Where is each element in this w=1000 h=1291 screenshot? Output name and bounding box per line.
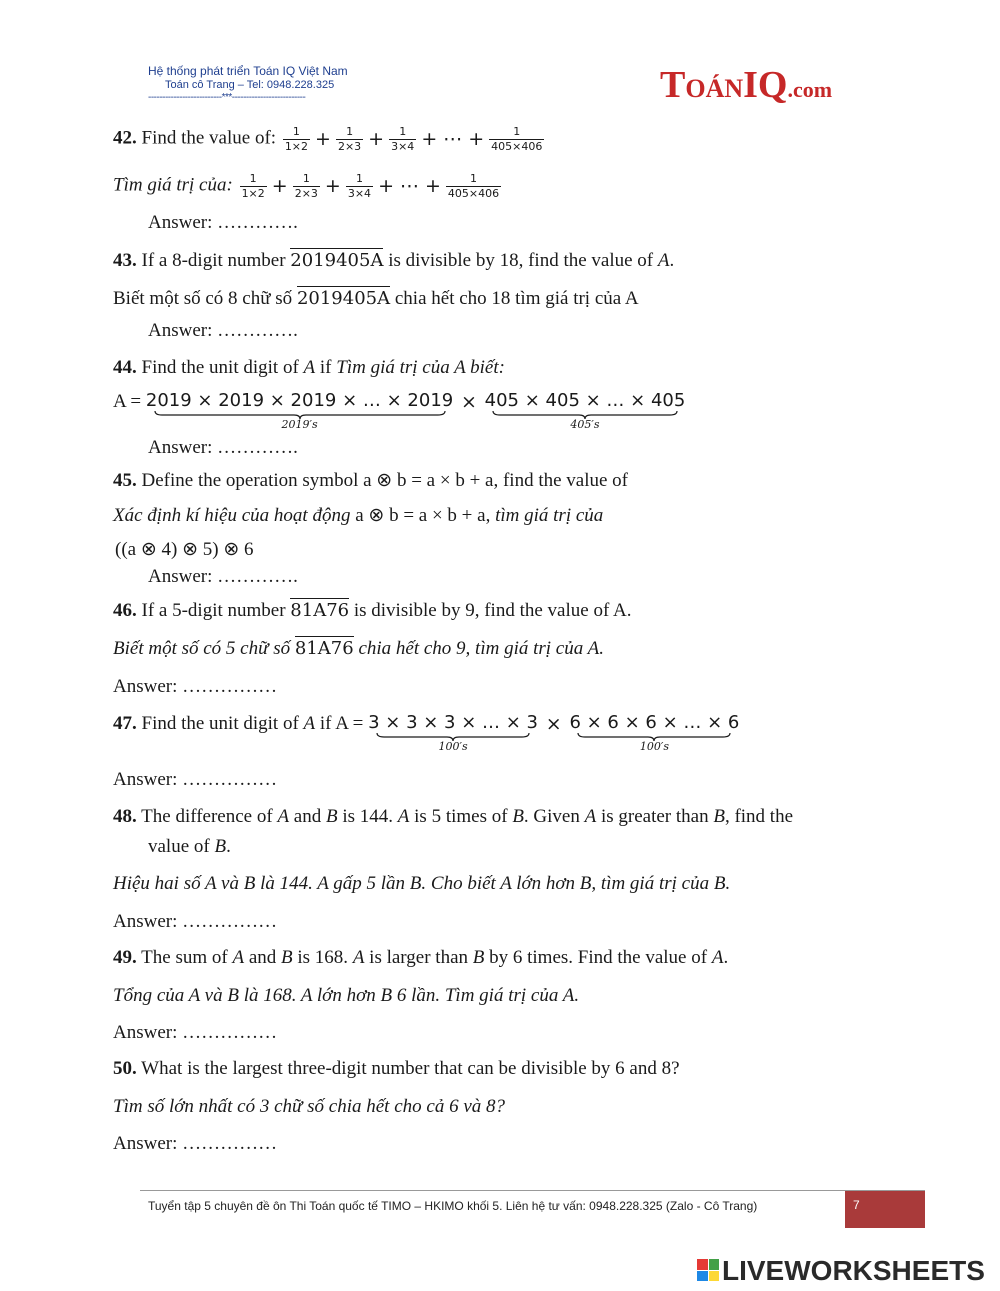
fraction: $\frac{1}{1\times 2}$ [284, 125, 309, 153]
q46-answer-field[interactable]: Answer: …………… [113, 676, 278, 697]
header-contact: Toán cô Trang – Tel: 0948.228.325 [165, 79, 335, 91]
q42-vietnamese: Tìm giá trị của: $\frac{1}{1\times 2}$ + $\frac{1}{2\times 3}$ + $\frac{1}{3\times 4}$ + ⋯ + $\frac{1}{405\times 406}$ [113, 172, 500, 200]
toan-iq-logo: TOÁNIQ.com [660, 64, 833, 106]
liveworksheets-watermark: LIVEWORKSHEETS [722, 1255, 985, 1286]
fraction: $\frac{1}{2\times 3}$ [294, 172, 318, 200]
q43-vietnamese: Biết một số có 8 chữ số 2019405A chia hết cho 18 tìm giá trị của A [113, 288, 639, 309]
q45-vietnamese: Xác định kí hiệu của hoạt động a ⊗ b = a × b + a, tìm giá trị của [113, 505, 604, 526]
q43-english: 43. If a 8-digit number 2019405A is divisible by 18, find the value of A. [113, 250, 675, 271]
q45-english: 45. Define the operation symbol a ⊗ b = a × b + a, find the value of [113, 470, 629, 491]
q43-answer-field[interactable]: Answer: …………. [148, 320, 298, 341]
q44-expression: A = 2019 × 2019 × 2019 × … × 2019 2019′s × 405 × 405 × … × 405 405′s [113, 390, 686, 431]
q42-answer-field[interactable]: Answer: …………. [148, 212, 298, 233]
header-divider: --------------------------***-------------------------- [148, 92, 306, 103]
q49-english: 49. The sum of A and B is 168. A is larger than B by 6 times. Find the value of A. [113, 947, 729, 968]
footer-text: Tuyển tập 5 chuyên đề ôn Thi Toán quốc tế TIMO – HKIMO khối 5. Liên hệ tư vấn: 0948.228.325 (Zalo - Cô Trang) [148, 1199, 758, 1213]
q50-english: 50. What is the largest three-digit number that can be divisible by 6 and 8? [113, 1058, 680, 1079]
underbrace-group: 2019 × 2019 × 2019 × … × 2019 2019′s [145, 390, 454, 431]
fraction: $\frac{1}{405\times 406}$ [491, 125, 543, 153]
q47-expression: 47. Find the unit digit of A if A = 3 × 3 × 3 × … × 3 100′s × 6 × 6 × 6 × … × 6 100′s [113, 712, 740, 753]
underbrace-group: 3 × 3 × 3 × … × 3 100′s [368, 712, 539, 753]
underbrace-group: 405 × 405 × … × 405 405′s [484, 390, 686, 431]
q49-answer-field[interactable]: Answer: …………… [113, 1022, 278, 1043]
q48-english-line2: value of B. [148, 836, 231, 857]
q46-english: 46. If a 5-digit number 81A76 is divisible by 9, find the value of A. [113, 600, 632, 621]
q46-vietnamese: Biết một số có 5 chữ số 81A76 chia hết cho 9, tìm giá trị của A. [113, 638, 604, 659]
overlined-number: 81A76 [294, 638, 354, 659]
q48-vietnamese: Hiệu hai số A và B là 144. A gấp 5 lần B. Cho biết A lớn hơn B, tìm giá trị của B. [113, 873, 731, 894]
fraction: $\frac{1}{3\times 4}$ [347, 172, 372, 200]
q50-answer-field[interactable]: Answer: …………… [113, 1133, 278, 1154]
q50-vietnamese: Tìm số lớn nhất có 3 chữ số chia hết cho cả 6 và 8? [113, 1096, 506, 1117]
q47-answer-field[interactable]: Answer: …………… [113, 769, 278, 790]
overlined-number: 2019405A [296, 288, 391, 309]
footer-divider [140, 1190, 925, 1191]
fraction: $\frac{1}{405\times 406}$ [447, 172, 500, 200]
q45-expression: ((a ⊗ 4) ⊗ 5) ⊗ 6 [115, 539, 254, 560]
liveworksheets-logo-icon [697, 1259, 719, 1281]
overlined-number: 81A76 [290, 600, 350, 621]
fraction: $\frac{1}{2\times 3}$ [337, 125, 362, 153]
q42-english: 42. Find the value of: $\frac{1}{1\times 2}$ + $\frac{1}{2\times 3}$ + $\frac{1}{3\times 4}$ + ⋯ + $\frac{1}{405\times 406}$ [113, 125, 543, 153]
page-number: 7 [853, 1198, 860, 1212]
q48-english-line1: 48. The difference of A and B is 144. A is 5 times of B. Given A is greater than B, find the [113, 806, 794, 827]
q44-answer-field[interactable]: Answer: …………. [148, 437, 298, 458]
q48-answer-field[interactable]: Answer: …………… [113, 911, 278, 932]
q44-english: 44. Find the unit digit of A if Tìm giá trị của A biết: [113, 357, 505, 378]
fraction: $\frac{1}{1\times 2}$ [241, 172, 265, 200]
q45-answer-field[interactable]: Answer: …………. [148, 566, 298, 587]
header-organization: Hệ thống phát triển Toán IQ Việt Nam [148, 64, 348, 78]
fraction: $\frac{1}{3\times 4}$ [391, 125, 415, 153]
q49-vietnamese: Tổng của A và B là 168. A lớn hơn B 6 lần. Tìm giá trị của A. [113, 985, 580, 1006]
overlined-number: 2019405A [290, 250, 384, 271]
underbrace-group: 6 × 6 × 6 × … × 6 100′s [569, 712, 740, 753]
